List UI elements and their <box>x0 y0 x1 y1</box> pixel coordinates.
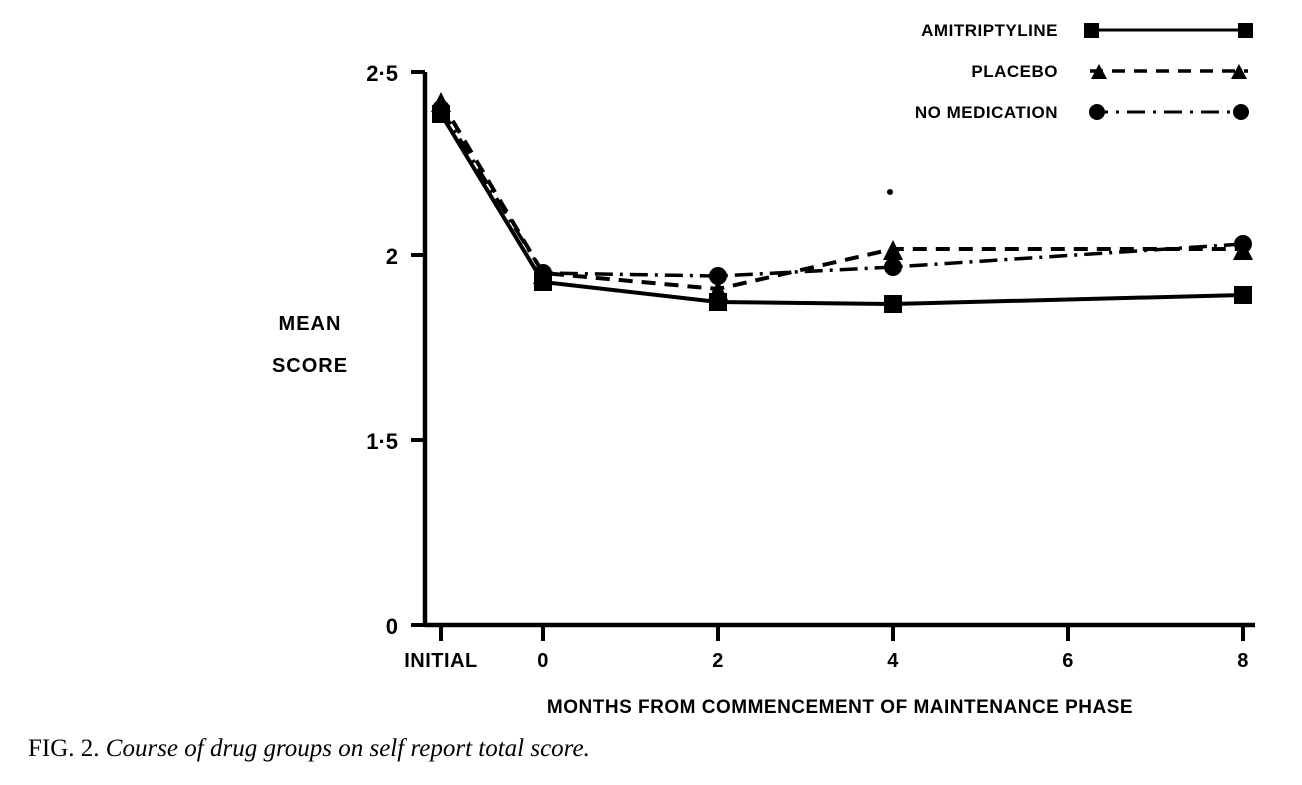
square-marker-icon <box>1238 23 1253 38</box>
figure-caption-prefix: FIG. 2. <box>28 735 100 762</box>
circle-marker-icon <box>884 258 902 276</box>
square-marker-icon <box>534 273 552 291</box>
x-tick-label-0: 0 <box>537 650 549 672</box>
x-axis-title: MONTHS FROM COMMENCEMENT OF MAINTENANCE PHASE <box>546 697 1134 718</box>
x-tick-label-initial: INITIAL <box>404 650 478 672</box>
y-tick-label-2-5: 2·5 <box>366 61 398 86</box>
figure-caption-text: Course of drug groups on self report total score. <box>105 735 590 762</box>
legend <box>915 21 1253 122</box>
x-tick-label-6: 6 <box>1062 650 1074 672</box>
series-no-medication[interactable] <box>432 100 1252 285</box>
x-tick-label-8: 8 <box>1237 650 1249 672</box>
figure-caption <box>28 735 590 763</box>
y-axis-title-line1: MEAN <box>278 313 342 335</box>
circle-marker-icon <box>1233 104 1249 120</box>
legend-item-no-medication[interactable] <box>915 103 1249 122</box>
legend-label-amitriptyline: AMITRIPTYLINE <box>921 21 1058 40</box>
axes <box>272 61 1255 718</box>
series-amitriptyline[interactable] <box>432 105 1252 313</box>
x-tick-label-2: 2 <box>712 650 724 672</box>
legend-item-amitriptyline[interactable] <box>921 21 1253 40</box>
circle-marker-icon <box>1089 104 1105 120</box>
x-tick-label-4: 4 <box>887 650 899 672</box>
square-marker-icon <box>884 295 902 313</box>
square-marker-icon <box>1234 286 1252 304</box>
y-tick-label-0: 0 <box>385 614 398 639</box>
plot-artifact-dot <box>887 189 893 195</box>
y-tick-label-1-5: 1·5 <box>366 429 398 454</box>
y-axis-title-line2: SCORE <box>271 355 349 377</box>
square-marker-icon <box>1084 23 1099 38</box>
square-marker-icon <box>432 105 450 123</box>
legend-item-placebo[interactable] <box>971 62 1248 81</box>
legend-label-no-medication: NO MEDICATION <box>914 103 1058 122</box>
series-group <box>431 92 1253 313</box>
square-marker-icon <box>709 293 727 311</box>
legend-label-placebo: PLACEBO <box>971 62 1058 81</box>
series-line-placebo <box>441 101 1243 289</box>
y-tick-label-2: 2 <box>385 244 398 269</box>
